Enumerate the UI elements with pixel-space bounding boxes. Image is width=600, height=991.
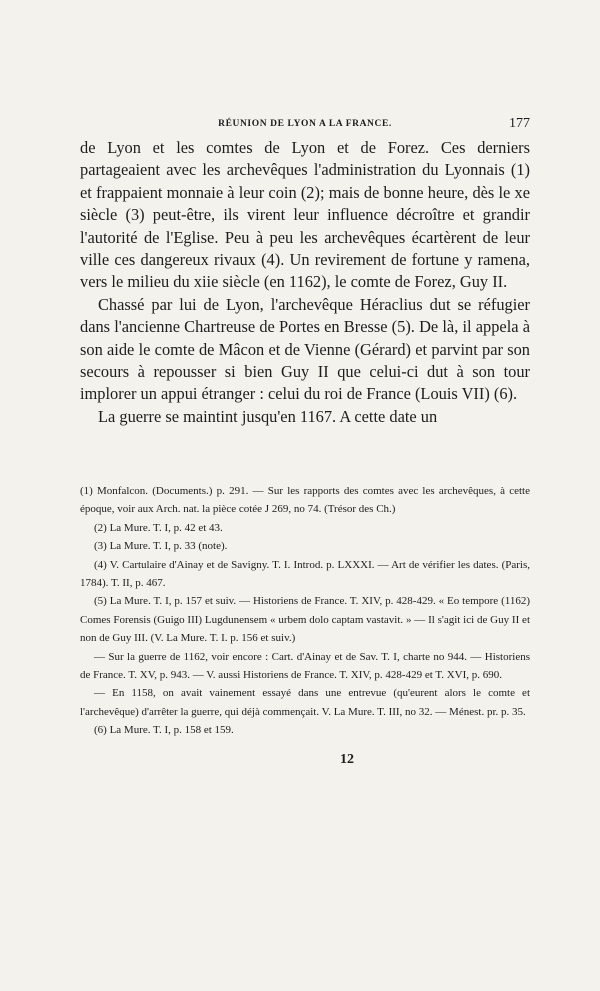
paragraph-2: Chassé par lui de Lyon, l'archevêque Héraclius dut se réfugier dans l'ancienne Chartreuse de Portes en Bresse (5). De là, il appela à son aide le comte de Mâcon et de Vienne (Gérard) et parvint par son secours à repousser si bien Guy II que celui-ci dut à son tour implorer un appui étranger : celui du roi de France (Louis VII) (6). <box>80 294 530 404</box>
footnote-4: (4) V. Cartulaire d'Ainay et de Savigny. T. I. Introd. p. LXXXI. — Art de vérifier les dates. (Paris, 1784). T. II, p. 467. <box>80 558 530 590</box>
footnote-1: (1) Monfalcon. (Documents.) p. 291. — Sur les rapports des comtes avec les archevêques, à cette époque, voir aux Arch. nat. la pièce cotée J 269, no 74. (Trésor des Ch.) <box>80 485 530 516</box>
footnote-6: (6) La Mure. T. I, p. 158 et 159. <box>94 724 234 737</box>
running-head-title: RÉUNION DE LYON A LA FRANCE. <box>218 119 392 129</box>
paragraph-3: La guerre se maintint jusqu'en 1167. A cette date un <box>98 406 438 426</box>
footnote-2: (2) La Mure. T. I, p. 42 et 43. <box>94 521 223 534</box>
paragraph-1: de Lyon et les comtes de Lyon et de Forez. Ces derniers partageaient avec les archevêques l'administration du Lyonnais (1) et frappaient monnaie à leur coin (2); mais de bonne heure, dès le xe siècle (3) peut-être, ils virent leur influence décroître et grandir l'autorité de l'Eglise. Peu à peu les archevêques écartèrent de leur ville ces dangereux rivaux (4). Un revirement de fortune y ramena, vers le milieu du xiie siècle (en 1162), le comte de Forez, Guy II. <box>80 138 530 292</box>
running-head <box>80 116 530 135</box>
footnote-5-more: — En 1158, on avait vainement essayé dans une entrevue (qu'eurent alors le comte et l'archevêque) d'arrêter la guerre, qui déjà commençait. V. La Mure. T. III, no 32. — Ménest. pr. p. 35. <box>80 687 530 718</box>
body-text <box>80 137 530 428</box>
page-number: 177 <box>509 116 530 131</box>
footnotes <box>80 482 530 740</box>
footnote-5-continued: — Sur la guerre de 1162, voir encore : Cart. d'Ainay et de Sav. T. I, charte no 944. — Historiens de France. T. XV, p. 943. — V. aussi Historiens de France. T. XIV, p. 428-429 et T. XVI, p. 690. <box>80 650 530 682</box>
signature-mark: 12 <box>340 752 354 767</box>
footnote-5: (5) La Mure. T. I, p. 157 et suiv. — Historiens de France. T. XIV, p. 428-429. « Eo tempore (1162) Comes Forensis (Guigo III) Lugdunensem « urbem dolo captam vastavit. » — Il s'agit ici de Guy II et non de Guy III. (V. La Mure. T. I. p. 156 et suiv.) <box>80 595 530 645</box>
footnote-3: (3) La Mure. T. I, p. 33 (note). <box>94 540 228 553</box>
